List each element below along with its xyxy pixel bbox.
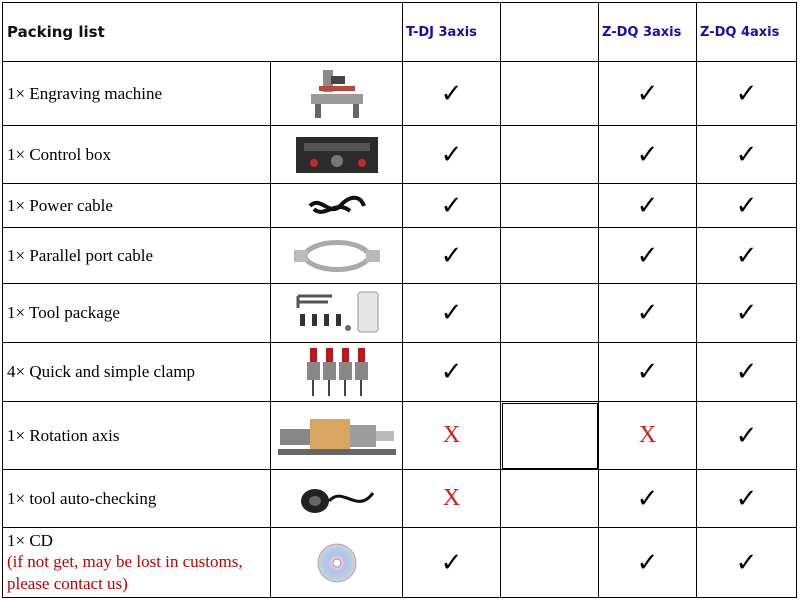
mark-blank[interactable] — [501, 402, 599, 470]
mark-tdj3-check-icon: ✓ — [403, 184, 501, 228]
mark-zdq4-check-icon: ✓ — [697, 62, 797, 126]
mark-blank — [501, 228, 599, 284]
item-label: 1× Power cable — [3, 184, 271, 228]
item-label-cd: 1× CD — [7, 530, 53, 550]
table-row — [3, 528, 797, 598]
mark-tdj3-check-icon: ✓ — [403, 62, 501, 126]
rotation-axis-photo — [271, 402, 403, 470]
customs-note: (if not get, may be lost in customs, please contact us) — [7, 551, 243, 593]
mark-zdq3-check-icon: ✓ — [599, 343, 697, 402]
header-row — [3, 3, 797, 62]
packing-list-title: Packing list — [3, 3, 403, 62]
mark-zdq4-check-icon: ✓ — [697, 402, 797, 470]
mark-zdq3-check-icon: ✓ — [599, 284, 697, 343]
mark-zdq3-cross-icon: X — [599, 402, 697, 470]
mark-zdq3-check-icon: ✓ — [599, 228, 697, 284]
table-row — [3, 402, 797, 470]
item-label: 1× Parallel port cable — [3, 228, 271, 284]
tool-package-photo — [271, 284, 403, 343]
parallel-cable-photo — [271, 228, 403, 284]
item-label: 1× Engraving machine — [3, 62, 271, 126]
mark-blank — [501, 62, 599, 126]
mark-zdq3-check-icon: ✓ — [599, 126, 697, 184]
mark-zdq4-check-icon: ✓ — [697, 528, 797, 598]
mark-zdq3-check-icon: ✓ — [599, 62, 697, 126]
cd-photo — [271, 528, 403, 598]
table-row — [3, 184, 797, 228]
mark-zdq4-check-icon: ✓ — [697, 126, 797, 184]
mark-tdj3-cross-icon: X — [403, 470, 501, 528]
mark-tdj3-check-icon: ✓ — [403, 343, 501, 402]
item-label — [3, 528, 271, 598]
mark-zdq4-check-icon: ✓ — [697, 343, 797, 402]
item-label: 4× Quick and simple clamp — [3, 343, 271, 402]
mark-zdq4-check-icon: ✓ — [697, 470, 797, 528]
mark-tdj3-check-icon: ✓ — [403, 228, 501, 284]
col-blank — [501, 3, 599, 62]
table-row — [3, 62, 797, 126]
item-label: 1× Rotation axis — [3, 402, 271, 470]
item-label: 1× tool auto-checking — [3, 470, 271, 528]
mark-zdq3-check-icon: ✓ — [599, 528, 697, 598]
table-row — [3, 343, 797, 402]
mark-zdq4-check-icon: ✓ — [697, 228, 797, 284]
packing-list-table — [2, 2, 797, 598]
mark-blank — [501, 343, 599, 402]
mark-zdq4-check-icon: ✓ — [697, 184, 797, 228]
col-tdj-3axis: T-DJ 3axis — [403, 3, 501, 62]
col-zdq-4axis: Z-DQ 4axis — [697, 3, 797, 62]
mark-zdq3-check-icon: ✓ — [599, 184, 697, 228]
mark-blank — [501, 184, 599, 228]
mark-zdq4-check-icon: ✓ — [697, 284, 797, 343]
mark-tdj3-check-icon: ✓ — [403, 126, 501, 184]
mark-tdj3-check-icon: ✓ — [403, 284, 501, 343]
col-zdq-3axis: Z-DQ 3axis — [599, 3, 697, 62]
clamp-photo — [271, 343, 403, 402]
engraving-machine-photo — [271, 62, 403, 126]
table-row — [3, 126, 797, 184]
control-box-photo — [271, 126, 403, 184]
auto-checking-photo — [271, 470, 403, 528]
mark-blank — [501, 528, 599, 598]
mark-blank — [501, 284, 599, 343]
mark-zdq3-check-icon: ✓ — [599, 470, 697, 528]
table-row — [3, 470, 797, 528]
table-row — [3, 284, 797, 343]
mark-tdj3-cross-icon: X — [403, 402, 501, 470]
item-label: 1× Tool package — [3, 284, 271, 343]
power-cable-photo — [271, 184, 403, 228]
item-label: 1× Control box — [3, 126, 271, 184]
mark-tdj3-check-icon: ✓ — [403, 528, 501, 598]
mark-blank — [501, 126, 599, 184]
table-row — [3, 228, 797, 284]
mark-blank — [501, 470, 599, 528]
